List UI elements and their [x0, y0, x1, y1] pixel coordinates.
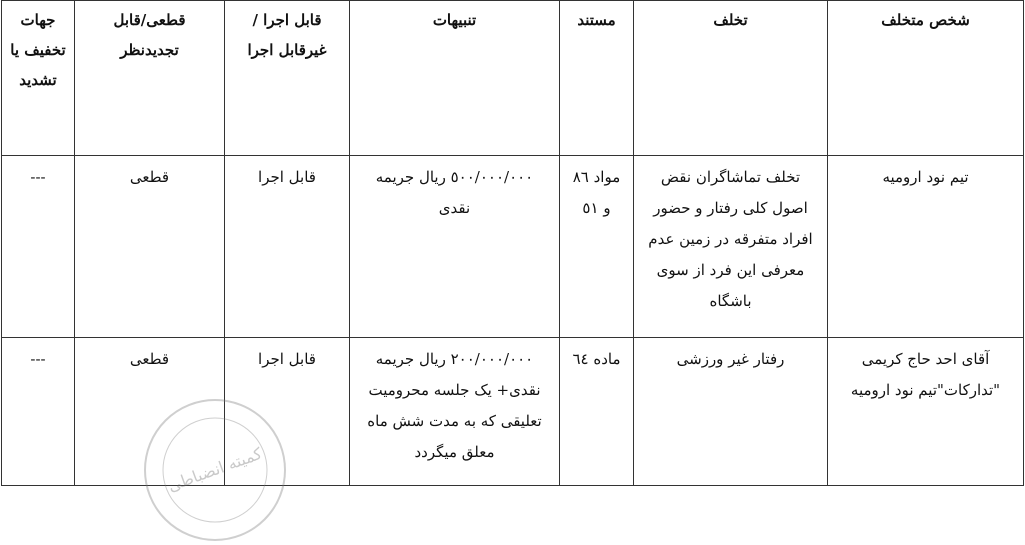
- cell-mitigation: ---: [2, 338, 75, 486]
- header-enforceable: قابل اجرا /غیرقابل اجرا: [225, 1, 350, 156]
- cell-basis: ماده ٦٤: [560, 338, 634, 486]
- cell-penalties: ٢٠٠/٠٠٠/٠٠٠ ریال جریمه نقدی+ یک جلسه محرومیت تعلیقی که به مدت شش ماه معلق میگردد: [350, 338, 560, 486]
- svg-text:کمیته انضباطی: کمیته انضباطی: [165, 443, 265, 496]
- cell-violation: رفتار غیر ورزشی: [634, 338, 828, 486]
- cell-basis: مواد ۸٦ و ٥١: [560, 156, 634, 338]
- cell-offender: آقای احد حاج کریمی "تدارکات"تیم نود ارومیه: [828, 338, 1024, 486]
- cell-offender: تیم نود ارومیه: [828, 156, 1024, 338]
- header-basis: مستند: [560, 1, 634, 156]
- header-mitigation: جهات تخفیف یا تشدید: [2, 1, 75, 156]
- header-final: قطعی/قابل تجدیدنظر: [75, 1, 225, 156]
- cell-final: قطعی: [75, 156, 225, 338]
- rulings-table: [1, 0, 1024, 486]
- header-violation: تخلف: [634, 1, 828, 156]
- cell-enforceable: قابل اجرا: [225, 156, 350, 338]
- cell-final: قطعی: [75, 338, 225, 486]
- header-row: [2, 1, 1024, 156]
- header-penalties: تنبیهات: [350, 1, 560, 156]
- cell-penalties: ٥٠٠/٠٠٠/٠٠٠ ریال جریمه نقدی: [350, 156, 560, 338]
- header-offender: شخص متخلف: [828, 1, 1024, 156]
- cell-mitigation: ---: [2, 156, 75, 338]
- table-row: [2, 156, 1024, 338]
- cell-enforceable: قابل اجرا: [225, 338, 350, 486]
- cell-violation: تخلف تماشاگران نقض اصول کلی رفتار و حضور افراد متفرقه در زمین عدم معرفی این فرد از سوی باشگاه: [634, 156, 828, 338]
- table-row: [2, 338, 1024, 486]
